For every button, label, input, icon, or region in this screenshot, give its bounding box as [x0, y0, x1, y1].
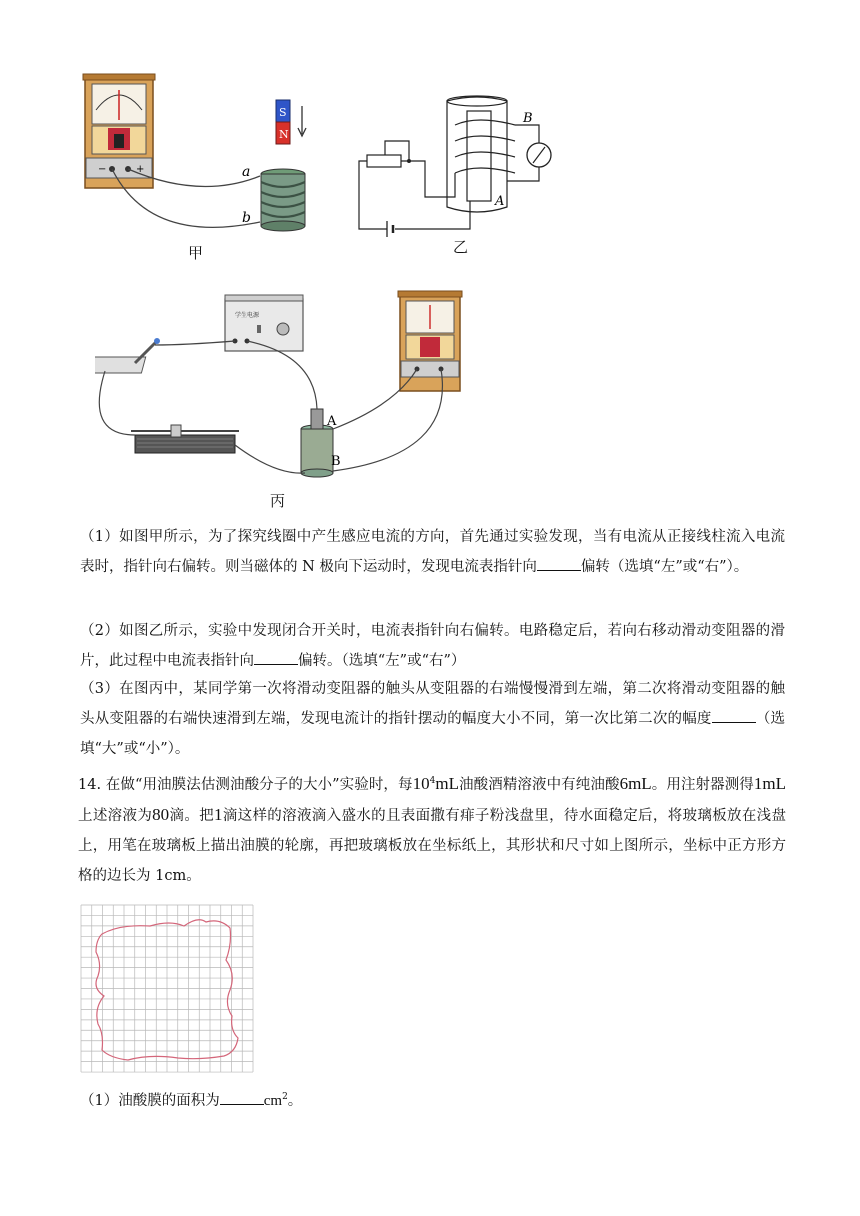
bing-label-b: B [331, 454, 341, 469]
q14-sub1 [80, 1082, 785, 1116]
jia-magnet-n: N [279, 128, 289, 141]
q14-t3: 。用注射器测得 [651, 776, 754, 793]
q14-t4: 上述溶液为 [78, 807, 153, 824]
q14-t6: 滴这样的溶液滴入盛水的且表面撒有痱子粉浅盘里，待水面稳定后，将玻璃板放在浅盘上，用笔在玻璃板上描出油膜的轮廓，再把玻璃板放在坐标纸上，其形状和尺寸如上图所示，坐标中正方形方格的边长为 1cm。 [78, 807, 787, 884]
q13-part2-blank[interactable] [254, 650, 298, 665]
q14-stem [78, 766, 786, 891]
q13-part2-tail: 偏转。（选填“左”或“右”） [298, 653, 466, 669]
jia-magnet-s: S [279, 106, 287, 119]
q14-sub1-end: 。 [287, 1092, 303, 1109]
q13-part1-tail: 偏转（选填“左”或“右”）。 [580, 559, 749, 575]
q14-sub1-text: （1）油酸膜的面积为 [80, 1092, 220, 1109]
q13-part3-blank[interactable] [712, 708, 756, 723]
q13-part1-text: （1）如图甲所示，为了探究线圈中产生感应电流的方向，首先通过实验发现，当有电流从正接线柱流入电流表时，指针向右偏转。则当磁体的 N 极向下运动时，发现电流表指针向 [80, 529, 785, 575]
yi-label-a: A [495, 194, 505, 209]
q13-part3-text: （3）在图丙中，某同学第一次将滑动变阻器的触头从变阻器的右端慢慢滑到左端，第二次将滑动变阻器的触头从变阻器的右端快速滑到左端，发现电流计的指针摆动的幅度大小不同，第一次比第二次的幅度 [80, 681, 785, 727]
q14-v1-unit: mL [435, 773, 459, 793]
bing-label-a: A [327, 414, 337, 429]
q13-part3 [80, 674, 785, 764]
q14-v5: 1 [213, 804, 223, 824]
q14-sub1-unit: cm [263, 1092, 283, 1109]
caption-jia: 甲 [188, 244, 204, 262]
q13-part1 [80, 522, 785, 582]
q14-t1: 14. 在做“用油膜法估测油酸分子的大小”实验时，每 [78, 776, 413, 793]
q14-t5: 滴。把 [169, 807, 214, 824]
q14-sub1-blank[interactable] [220, 1090, 264, 1105]
q13-part3-tail: （选填“大”或“小”）。 [80, 711, 786, 757]
q14-v1: 10 [412, 773, 430, 793]
q13-part2 [80, 616, 785, 676]
jia-meter-minus: − [98, 164, 107, 175]
yi-label-b: B [523, 111, 533, 126]
caption-yi: 乙 [453, 238, 469, 256]
jia-meter-plus: + [136, 164, 145, 175]
figure-bing [95, 285, 475, 485]
bing-power-label: 学生电源 [235, 312, 260, 319]
oil-film-grid [80, 904, 254, 1074]
q13-part2-text: （2）如图乙所示，实验中发现闭合开关时，电流表指针向右偏转。电路稳定后，若向右移动滑动变阻器的滑片，此过程中电流表指针向 [80, 623, 785, 669]
q13-part1-blank[interactable] [537, 556, 581, 571]
grid-lines [81, 905, 253, 1072]
caption-bing: 丙 [270, 492, 286, 510]
q14-t2: 油酸酒精溶液中有纯油酸 [458, 776, 620, 793]
jia-terminal-a: a [242, 164, 251, 180]
figure-yi [355, 95, 555, 245]
q14-v3: 1mL [753, 773, 787, 793]
q14-sub1-exp: 2 [282, 1092, 288, 1102]
q14-v2: 6mL [619, 773, 652, 793]
q14-v4: 80 [152, 804, 170, 824]
jia-terminal-b: b [242, 210, 251, 226]
figure-jia [80, 70, 350, 245]
q14-v1-exp: 4 [429, 776, 436, 786]
